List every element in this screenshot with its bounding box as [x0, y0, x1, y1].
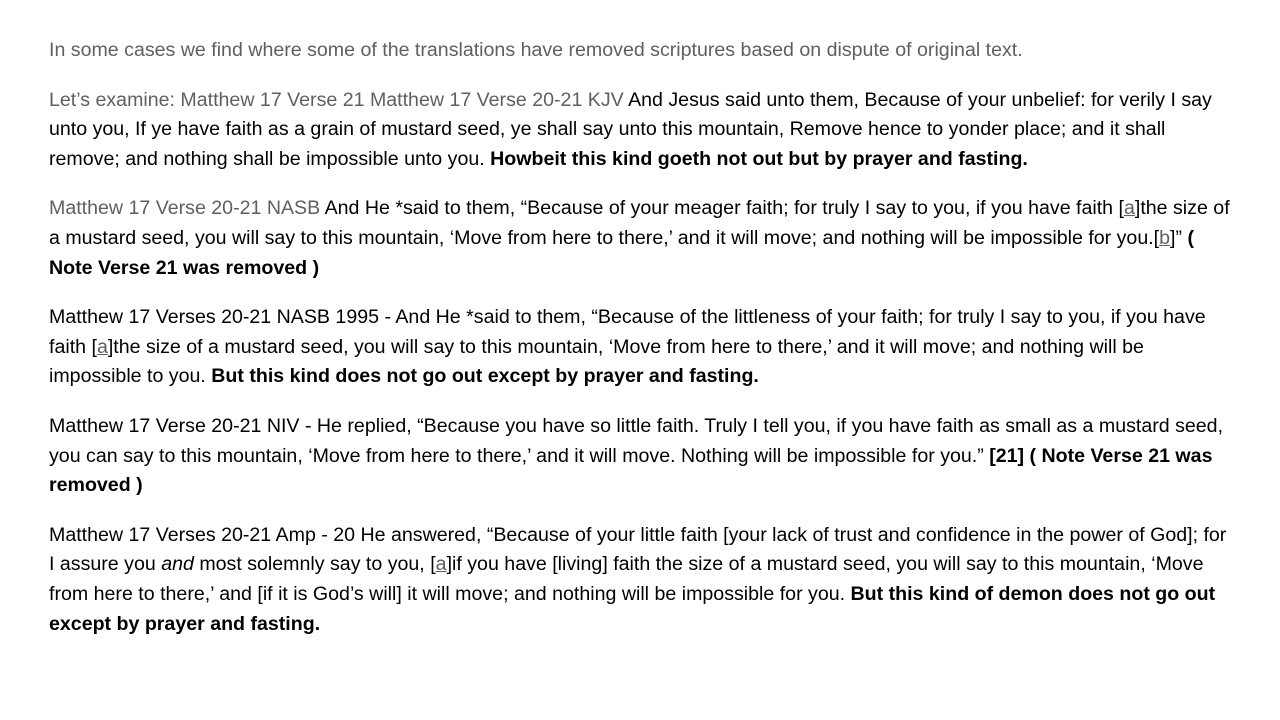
amp-paragraph — [49, 521, 1230, 639]
amp-italic-word: and — [161, 553, 194, 576]
intro-text: In some cases we find where some of the translations have removed scriptures based on dispute of original text. — [49, 39, 1023, 61]
nasb-text-1: And He *said to them, “Because of your meager faith; for truly I say to you, if you have faith — [320, 197, 1119, 220]
footnote-bracket-open: [ — [430, 553, 436, 576]
nasb1995-text-1: Matthew 17 Verses 20-21 NASB 1995 - And He *said to them, “Because of the littleness of your faith; for truly I say to you, if you have faith — [49, 306, 1206, 358]
footnote-link-a[interactable]: a — [96, 335, 108, 358]
nasb1995-paragraph — [49, 303, 1230, 392]
footnote-bracket-open: [ — [1118, 197, 1124, 220]
amp-text-3: if you have [living] faith the size of a mustard seed, you will say to this mountain, ‘Move from here to there,’ and [if it is God’s will] it will move; and nothing will be impossible for you. — [49, 553, 1204, 605]
kjv-bold-text: Howbeit this kind goeth not out but by prayer and fasting. — [490, 147, 1028, 170]
kjv-reference: Let’s examine: Matthew 17 Verse 21 Matthew 17 Verse 20-21 KJV — [49, 88, 624, 111]
nasb-paragraph — [49, 194, 1230, 283]
nasb-text-3: ” — [1175, 226, 1188, 249]
amp-text-1: Matthew 17 Verses 20-21 Amp - 20 He answered, “Because of your little faith [your lack of trust and confidence in the power of God]; for I assure you — [49, 523, 1227, 576]
amp-text-2: most solemnly say to you, — [193, 553, 431, 576]
kjv-paragraph — [49, 86, 1230, 175]
niv-paragraph — [49, 412, 1230, 501]
intro-paragraph — [49, 36, 1230, 66]
nasb-reference: Matthew 17 Verse 20-21 NASB — [49, 197, 321, 220]
nasb-text-2: the size of a mustard seed, you will say to this mountain, ‘Move from here to there,’ and it will move; and nothing will be impossible for you. — [49, 197, 1230, 249]
footnote-link-a[interactable]: a — [1123, 197, 1135, 220]
footnote-bracket-close: ] — [1134, 197, 1141, 220]
footnote-link-a[interactable]: a — [435, 553, 447, 576]
niv-text: Matthew 17 Verse 20-21 NIV - He replied, “Because you have so little faith. Truly I tell you, if you have faith as small as a mustard seed, you can say to this mountain, ‘Move from here to there,’ and it will move. Nothing will be impossible for you.” — [49, 414, 1224, 467]
footnote-bracket-close: ] — [446, 553, 453, 576]
footnote-bracket-open: [ — [1153, 226, 1160, 249]
niv-note: [21] ( Note Verse 21 was removed ) — [49, 444, 1213, 497]
footnote-link-b[interactable]: b — [1159, 226, 1171, 249]
footnote-bracket-close: ] — [107, 335, 114, 358]
footnote-bracket-open: [ — [91, 335, 97, 358]
nasb1995-bold-text: But this kind does not go out except by prayer and fasting. — [211, 365, 759, 388]
amp-bold-text: But this kind of demon does not go out except by prayer and fasting. — [49, 582, 1216, 635]
footnote-bracket-close: ] — [1170, 226, 1176, 249]
nasb-note: ( Note Verse 21 was removed ) — [49, 226, 1194, 279]
kjv-text: And Jesus said unto them, Because of your unbelief: for verily I say unto you, If ye have faith as a grain of mustard seed, ye shall say unto this mountain, Remove hence to yonder place; and it shall remove; and nothing shall be impossible unto you. — [49, 88, 1212, 170]
nasb1995-text-2: the size of a mustard seed, you will say to this mountain, ‘Move from here to there,’ and it will move; and nothing will be impossible to you. — [49, 335, 1144, 388]
